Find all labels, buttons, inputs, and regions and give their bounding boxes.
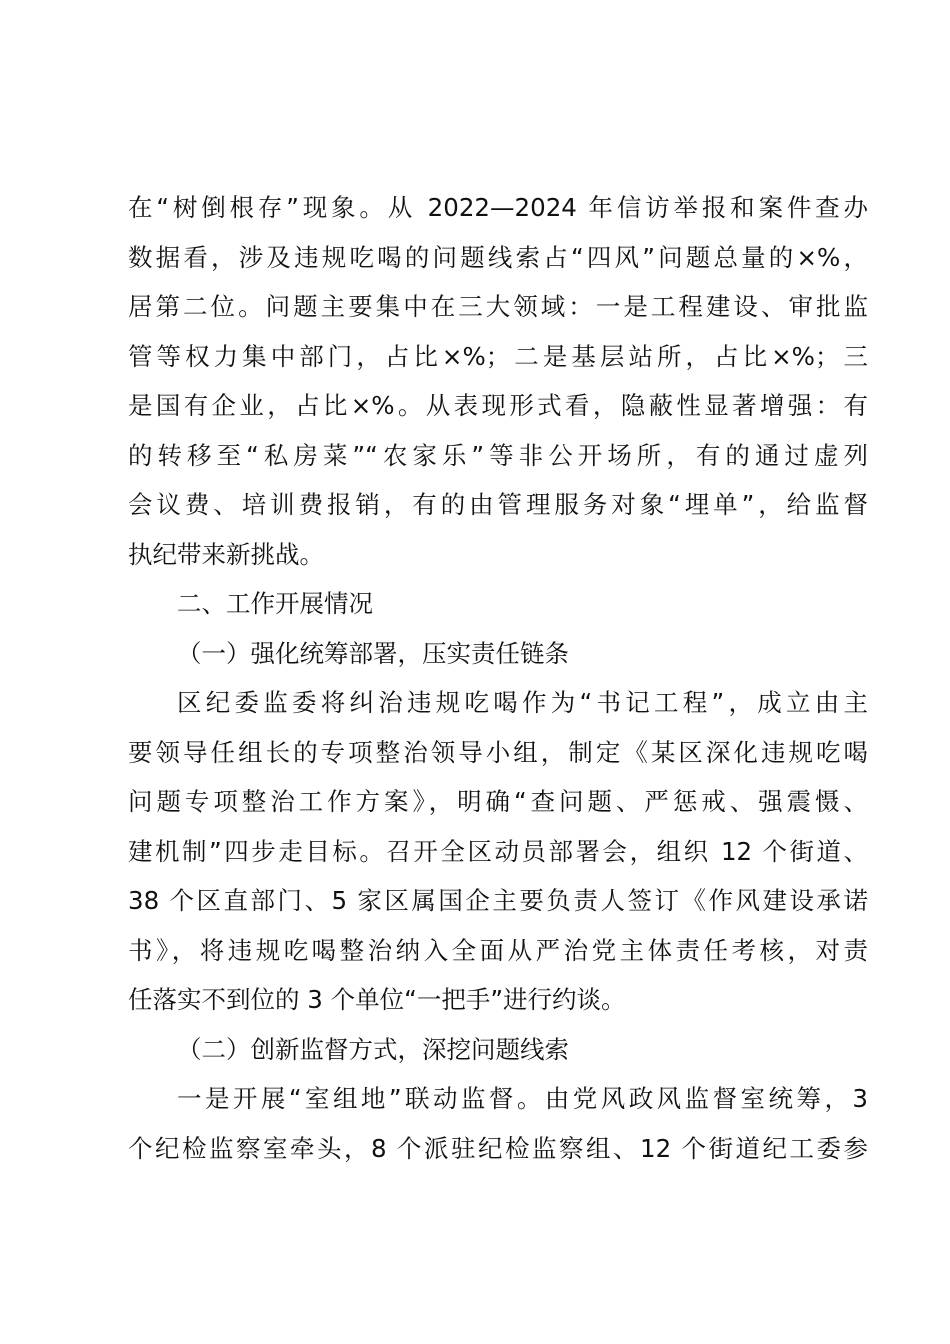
text-line-17: 任落实不到位的 3 个单位“一把手”进行约谈。 [128, 985, 626, 1014]
text-line-8: 执纪带来新挑战。 [128, 539, 324, 569]
text-line-13: 问题专项整治工作方案》，明确“查问题、严惩戒、强震慑、 [128, 787, 868, 816]
subsection-heading-2: （二）创新监督方式，深挖问题线索 [177, 1034, 569, 1064]
text-line-11: 区纪委监委将纠治违规吃喝作为“书记工程”，成立由主 [177, 688, 868, 717]
document-body [128, 183, 868, 1173]
text-line-1: 在“树倒根存”现象。从 2022—2024 年信访举报和案件查办 [128, 193, 868, 222]
text-line-16: 书》，将违规吃喝整治纳入全面从严治党主体责任考核，对责 [128, 935, 868, 965]
section-heading: 二、工作开展情况 [177, 589, 373, 618]
text-line-5: 是国有企业，占比×%。从表现形式看，隐蔽性显著增强：有 [128, 391, 868, 420]
text-line-6: 的转移至“私房菜”“农家乐”等非公开场所，有的通过虚列 [128, 440, 868, 470]
text-line-7: 会议费、培训费报销，有的由管理服务对象“埋单”，给监督 [128, 490, 868, 519]
text-line-2: 数据看，涉及违规吃喝的问题线索占“四风”问题总量的×%， [128, 242, 868, 272]
text-line-19: 一是开展“室组地”联动监督。由党风政风监督室统筹，3 [177, 1084, 868, 1113]
text-line-3: 居第二位。问题主要集中在三大领域：一是工程建设、审批监 [128, 292, 868, 321]
text-line-14: 建机制”四步走目标。召开全区动员部署会，组织 12 个街道、 [128, 836, 868, 866]
text-line-4: 管等权力集中部门，占比×%；二是基层站所，占比×%；三 [128, 341, 868, 371]
subsection-heading-1: （一）强化统筹部署，压实责任链条 [177, 638, 569, 668]
text-line-12: 要领导任组长的专项整治领导小组，制定《某区深化违规吃喝 [128, 737, 868, 767]
text-line-20: 个纪检监察室牵头，8 个派驻纪检监察组、12 个街道纪工委参 [128, 1133, 868, 1163]
text-line-15: 38 个区直部门、5 家区属国企主要负责人签订《作风建设承诺 [128, 886, 868, 915]
